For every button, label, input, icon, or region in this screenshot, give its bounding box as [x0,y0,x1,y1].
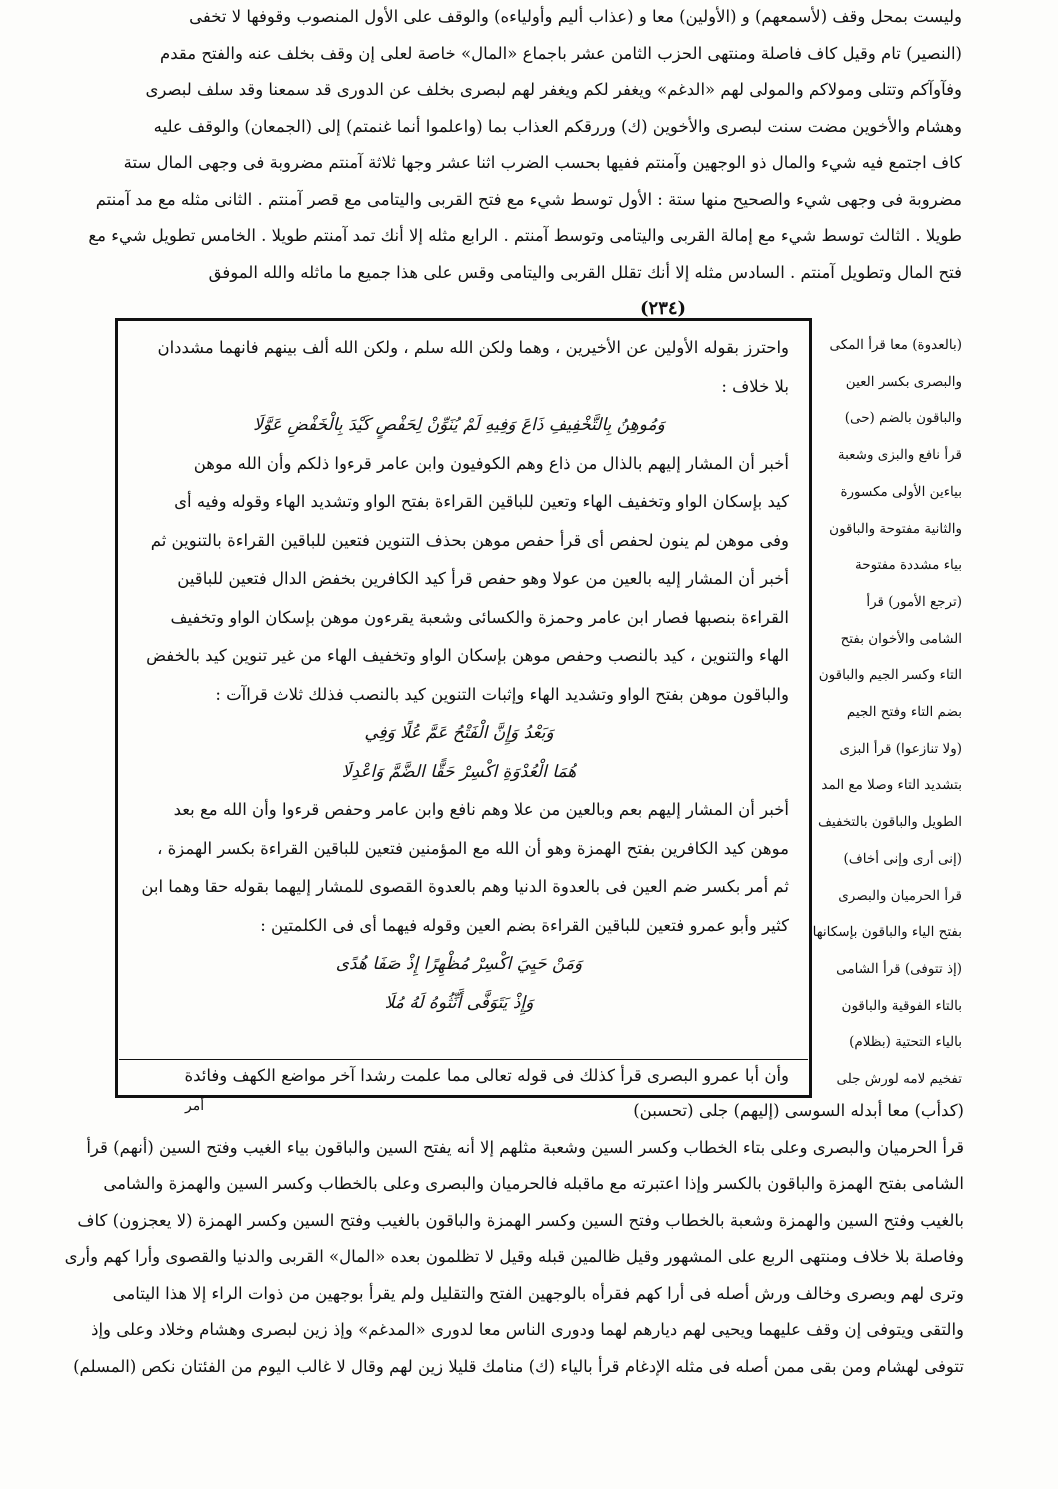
text-line: أخبر أن المشار إليهم بعم وبالعين من علا وهم نافع وابن عامر وحفص قرءوا وأن الله مع بعد [173,800,789,819]
text-line: موهن كيد الكافرين بفتح الهمزة وهو أن الله مع المؤمنين فتعين للباقين القراءة بكسر الهمزة ، [157,838,789,858]
text-line: كيد بإسكان الواو وتخفيف الهاء وتعين للباقين القراءة بفتح الواو وتشديد الهاء وقوله وفيه أى [174,492,789,511]
continuation-word: أمر [185,1098,205,1114]
text-line: الهاء والتنوين ، كيد بالنصب وحفص موهن بإسكان الواو وتخفيف الهاء من غير تنوين كيد بالخفض [146,646,789,665]
text-line: والتقى ويتوفى إن وقف عليهما ويحيى لهم ديارهم لهما ودورى الناس معا لدورى «المدغم» وإذ زين لبصرى وهشام وخلاد وعلى وإذ [91,1320,964,1339]
text-line: وفى موهن لم ينون لحفص أى قرأ حفص موهن بحذف التنوين فتعين للباقين القراءة بالتنوين ثم [150,530,789,550]
box-divider [119,1059,808,1060]
text-line: (النصير) تام وقيل كاف فاصلة ومنتهى الحزب الثامن عشر باجماع «المال» خاصة لعلى إن وقف بخلف عنه والفتح مقدم [160,43,962,63]
verse-line: وَمَنْ حَيِيَ اكْسِرْ مُظْهِرًا إِذْ صَفَا هُدًى [335,954,583,974]
text-line: تفخيم لامه لورش جلى [836,1071,962,1087]
verse-line: وَبَعْدُ وَإِنَّ الْفَتْحُ عَمَّ عُلًا وَفِي [364,723,554,743]
text-line: بلا خلاف : [721,376,789,396]
verse-line: هُمَا الْعُدْوَةِ اكْسِرْ حَقًّا الضَّمَّ وَاعْدِلَا [341,761,577,782]
text-line: وليست بمحل وقف (لأسمعهم) و (الأولين) معا و (عذاب أليم وأولياءه) والوقف على الأول المنصوب وقوفها لا تخفى [189,7,962,26]
text-line: كثير وأبو عمرو فتعين للباقين القراءة بضم العين وقوله فيهما أى فى الكلمتين : [260,915,789,935]
text-line: (إذ تتوفى) قرأ الشامى [836,960,962,977]
commentary-box [115,318,812,1098]
text-line: قرأ الحرميان والبصرى وعلى بتاء الخطاب وكسر السين وشعبة مثلهم إلا أنه يفتح السين والباقون بياء الغيب وفتح السين (أنهم) قرأ [86,1137,964,1157]
text-line: بالغيب وفتح السين والهمزة وشعبة بالخطاب وفتح السين وكسر الهمزة والباقون بالغيب وفتح السين وكسر الهمزة (لا يعجزون) كاف [77,1210,964,1230]
text-line: الشامى والأخوان بفتح [840,630,962,647]
text-line: وفاصلة بلا خلاف ومنتهى الربع على المشهور وقيل ظالمين قبله وقيل لا تظلمون بعده «المال» القربى والدنيا والقصوى وأرا كهم وأرى [64,1247,964,1266]
text-line: والبصرى بكسر العين [845,373,962,390]
text-line: الشامى بفتح الهمزة والباقون بالكسر وإذا اعتبرته مع ماقبله فالحرميان والبصرى وعلى بالخطاب وكسر السين والهمزة والشامى [103,1174,964,1193]
text-line: (ترجع الأمور) قرأ [866,593,962,610]
text-line: وترى لهم وبصرى وخالف ورش أصله فى أرا كهم فقرأه بالوجهين الفتح والتقليل ولم يقرأ بوجهين من ذوات الراء إلا هذا اليتامى [112,1283,964,1303]
text-line: قرأ الحرميان والبصرى [838,887,962,904]
text-line: بتشديد التاء وصلا مع المد [821,777,962,794]
text-line: فتح المال وتطويل آمنتم . السادس مثله إلا أنك تقلل القربى واليتامى وقس على هذا جميع ما ماثله والله الموفق [208,262,962,282]
text-line: وفآوآكم وتتلى ومولاكم والمولى لهم «الدغم» ويغفر لكم ويغفر لهم لبصرى بخلف عن الدورى قد سمعنا وقد سلف لبصرى [145,80,962,99]
text-line: والثانية مفتوحة والباقون [829,520,962,537]
text-line: واحترز بقوله الأولين عن الأخيرين ، وهما ولكن الله سلم ، ولكن الله ألف بينهم فانهما مشددان [157,338,789,357]
text-line: بفتح الياء والباقون بإسكانها [812,924,962,941]
text-line: أخبر أن المشار إليهم بالذال من ذاع وهم الكوفيون وابن عامر قرءوا ذلكم وأن الله موهن [193,453,789,473]
text-line: والباقون بالضم (حى) [844,410,962,427]
text-line: أخبر أن المشار إليه بالعين من عولا وهو حفص قرأ كيد الكافرين بخفض الدال فتعين للباقين [177,569,789,588]
verse-line: وَمُوهِنُ بِالتَّخْفِيفِ ذَاعَ وَفِيهِ لَمْ يُنَوِّنْ لِحَفْصٍ كَيْدَ بِالْخَفْضِ عَوَّلَا [253,415,665,435]
text-line: بياء مشددة مفتوحة [854,557,962,574]
text-line: تتوفى لهشام ومن بقى ممن أصله فى مثله الإدغام قرأ بالياء (ك) منامك قليلا زين لهم وقال لا غالب اليوم من الفئتان نكص (المسلم) [73,1356,964,1376]
text-line: والباقون موهن بفتح الواو وتشديد الهاء وإثبات التنوين كيد بالنصب فذلك ثلاث قراآت : [215,684,789,704]
text-line: طويلا . الثالث توسط شيء مع إمالة القربى واليتامى وتوسط آمنتم . الرابع مثله إلا أنك تمد آمنتم طويلا . الخامس تطويل شيء مع [88,226,962,245]
text-line: بضم التاء وفتح الجيم [846,704,962,720]
text-line: (ولا تنازعوا) قرأ البزى [839,740,962,757]
text-line: بالتاء الفوقية والباقون [841,997,962,1014]
text-line: (إنى أرى وإنى أخاف) [843,850,962,867]
text-line: ثم أمر بكسر ضم العين فى بالعدوة الدنيا وهم بالعدوة القصوى للمشار إليهما بقوله حقا وهما ابن [141,877,789,896]
text-line: وأن أبا عمرو البصرى قرأ كذلك فى قوله تعالى مما علمت رشدا آخر مواضع الكهف وفائدة [184,1066,789,1085]
text-line: (بالعدوة) معا قرأ المكى [829,337,962,353]
text-line: (كدأب) معا أبدله السوسى (إليهم) جلى (تحسبن) [633,1101,964,1120]
text-line: وهشام والأخوين مضت سنت لبصرى والأخوين (ك) وررقكم العذاب بما (واعلموا أنما غنمتم) إلى (الجمعان) والوقف عليه [153,116,962,136]
text-line: الطويل والباقون بالتخفيف [817,814,962,831]
text-line: القراءة بنصبها فصار ابن عامر وحمزة والكسائى وشعبة يقرءون موهن بإسكان الواو وتخفيف [170,607,789,627]
text-line: قرأ نافع والبزى وشعبة [837,447,962,464]
verse-line: وَإِذْ يَتَوَفَّى أَنِّثُوهُ لَهُ مُلَا [384,992,534,1013]
page-number: (٢٣٤) [640,298,687,319]
text-line: كاف اجتمع فيه شيء والمال ذو الوجهين وآمنتم ففيها بحسب الضرب اثنا عشر وجها ثلاثة آمنتم مضروبة فى وجهى المال ستة [123,153,962,172]
text-line: بياءين الأولى مكسورة [840,483,962,500]
text-line: مضروبة فى وجهى شيء والصحيح منها ستة : الأول توسط شيء مع فتح القربى واليتامى مع قصر آمنتم . الثانى مثله مع مد آمنتم [95,189,962,209]
text-line: التاء وكسر الجيم والباقون [818,667,962,684]
text-line: بالياء التحتية (بظلام) [849,1034,962,1051]
